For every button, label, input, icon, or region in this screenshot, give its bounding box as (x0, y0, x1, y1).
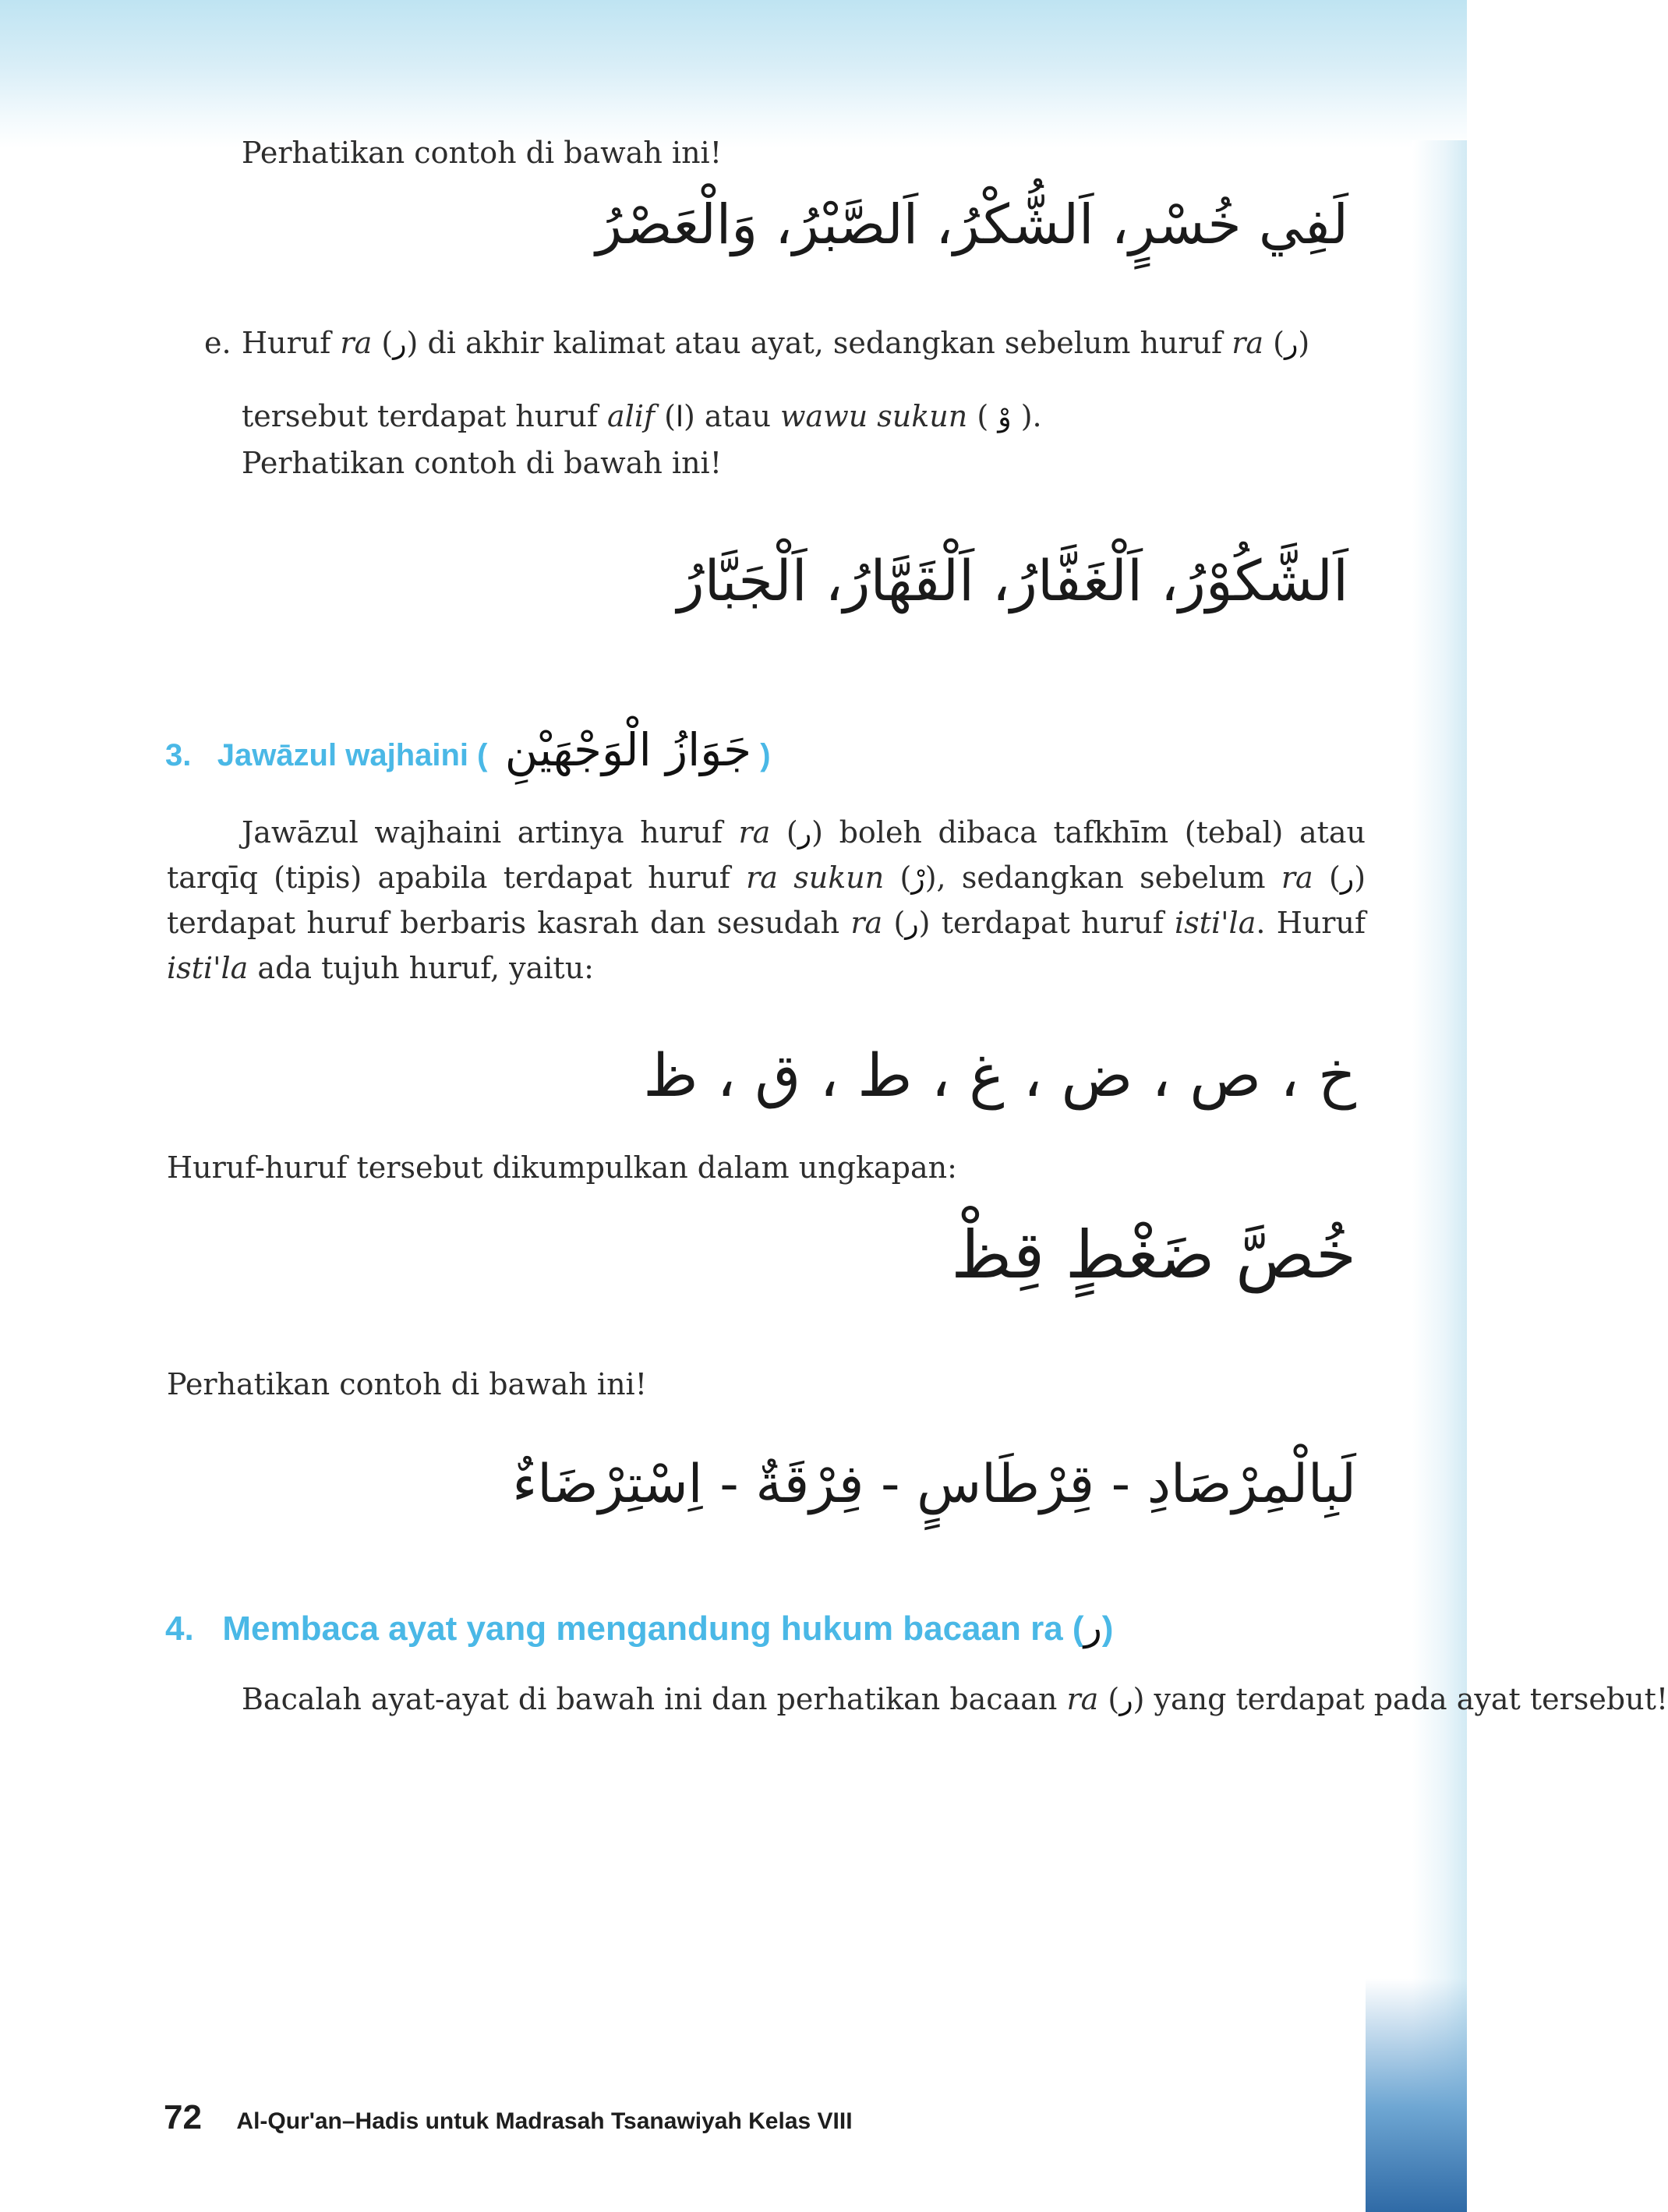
page-footer (164, 2098, 853, 2137)
intro-line-1: Perhatikan contoh di bawah ini! (242, 136, 722, 170)
collected-intro: Huruf-huruf tersebut dikumpulkan dalam ungkapan: (167, 1150, 957, 1185)
book-title: Al-Qur'an–Hadis untuk Madrasah Tsanawiyah Kelas VIII (236, 2108, 853, 2134)
item-e-line-3: Perhatikan contoh di bawah ini! (242, 446, 722, 480)
top-decorative-band (0, 0, 1467, 148)
arabic-example-3: لَبِالْمِرْصَادِ - قِرْطَاسٍ - فِرْقَةٌ - اِسْتِرْضَاءٌ (512, 1454, 1356, 1515)
item-e-line-2: tersebut terdapat huruf alif (ا) atau wawu sukun ( وْ ). (242, 399, 1042, 433)
corner-decoration (1366, 1978, 1467, 2212)
paragraph-3: Jawāzul wajhaini artinya huruf ra (ر) boleh dibaca tafkhīm (tebal) atau tarqīq (tipis) apabila terdapat huruf ra sukun (رْ), sedangkan sebelum ra (ر) terdapat huruf berbaris kasrah dan sesudah ra (ر) terdapat huruf isti'la. Huruf isti'la ada tujuh huruf, yaitu: (167, 815, 1366, 985)
paragraph-4-line-1: Bacalah ayat-ayat di bawah ini dan perhatikan bacaan ra (ر) yang terdapat pada ayat tersebut! (242, 1682, 1668, 1716)
item-e-marker: e. (204, 326, 231, 360)
section-3-heading: 3. Jawāzul wajhaini ( جَوَازُ الْوَجْهَيْنِ ) (165, 723, 771, 776)
arabic-example-2: اَلشَّكُوْرُ، اَلْغَفَّارُ، اَلْقَهَّارُ، اَلْجَبَّارُ (677, 548, 1348, 613)
istila-letters: خ ، ص ، ض ، غ ، ط ، ق ، ظ (643, 1041, 1356, 1110)
collected-phrase: خُصَّ ضَغْطٍ قِظْ (951, 1217, 1356, 1293)
arabic-example-1: لَفِي خُسْرٍ، اَلشُّكْرُ، اَلصَّبْرُ، وَالْعَصْرُ (595, 193, 1348, 256)
item-e-line-1: Huruf ra (ر) di akhir kalimat atau ayat, sedangkan sebelum huruf ra (ر) (242, 326, 1310, 360)
page-number: 72 (164, 2098, 202, 2136)
section-4-heading: 4. Membaca ayat yang mengandung hukum bacaan ra (ر) (165, 1606, 1114, 1649)
intro-line-3: Perhatikan contoh di bawah ini! (167, 1367, 647, 1401)
right-decorative-band (1412, 140, 1467, 2212)
